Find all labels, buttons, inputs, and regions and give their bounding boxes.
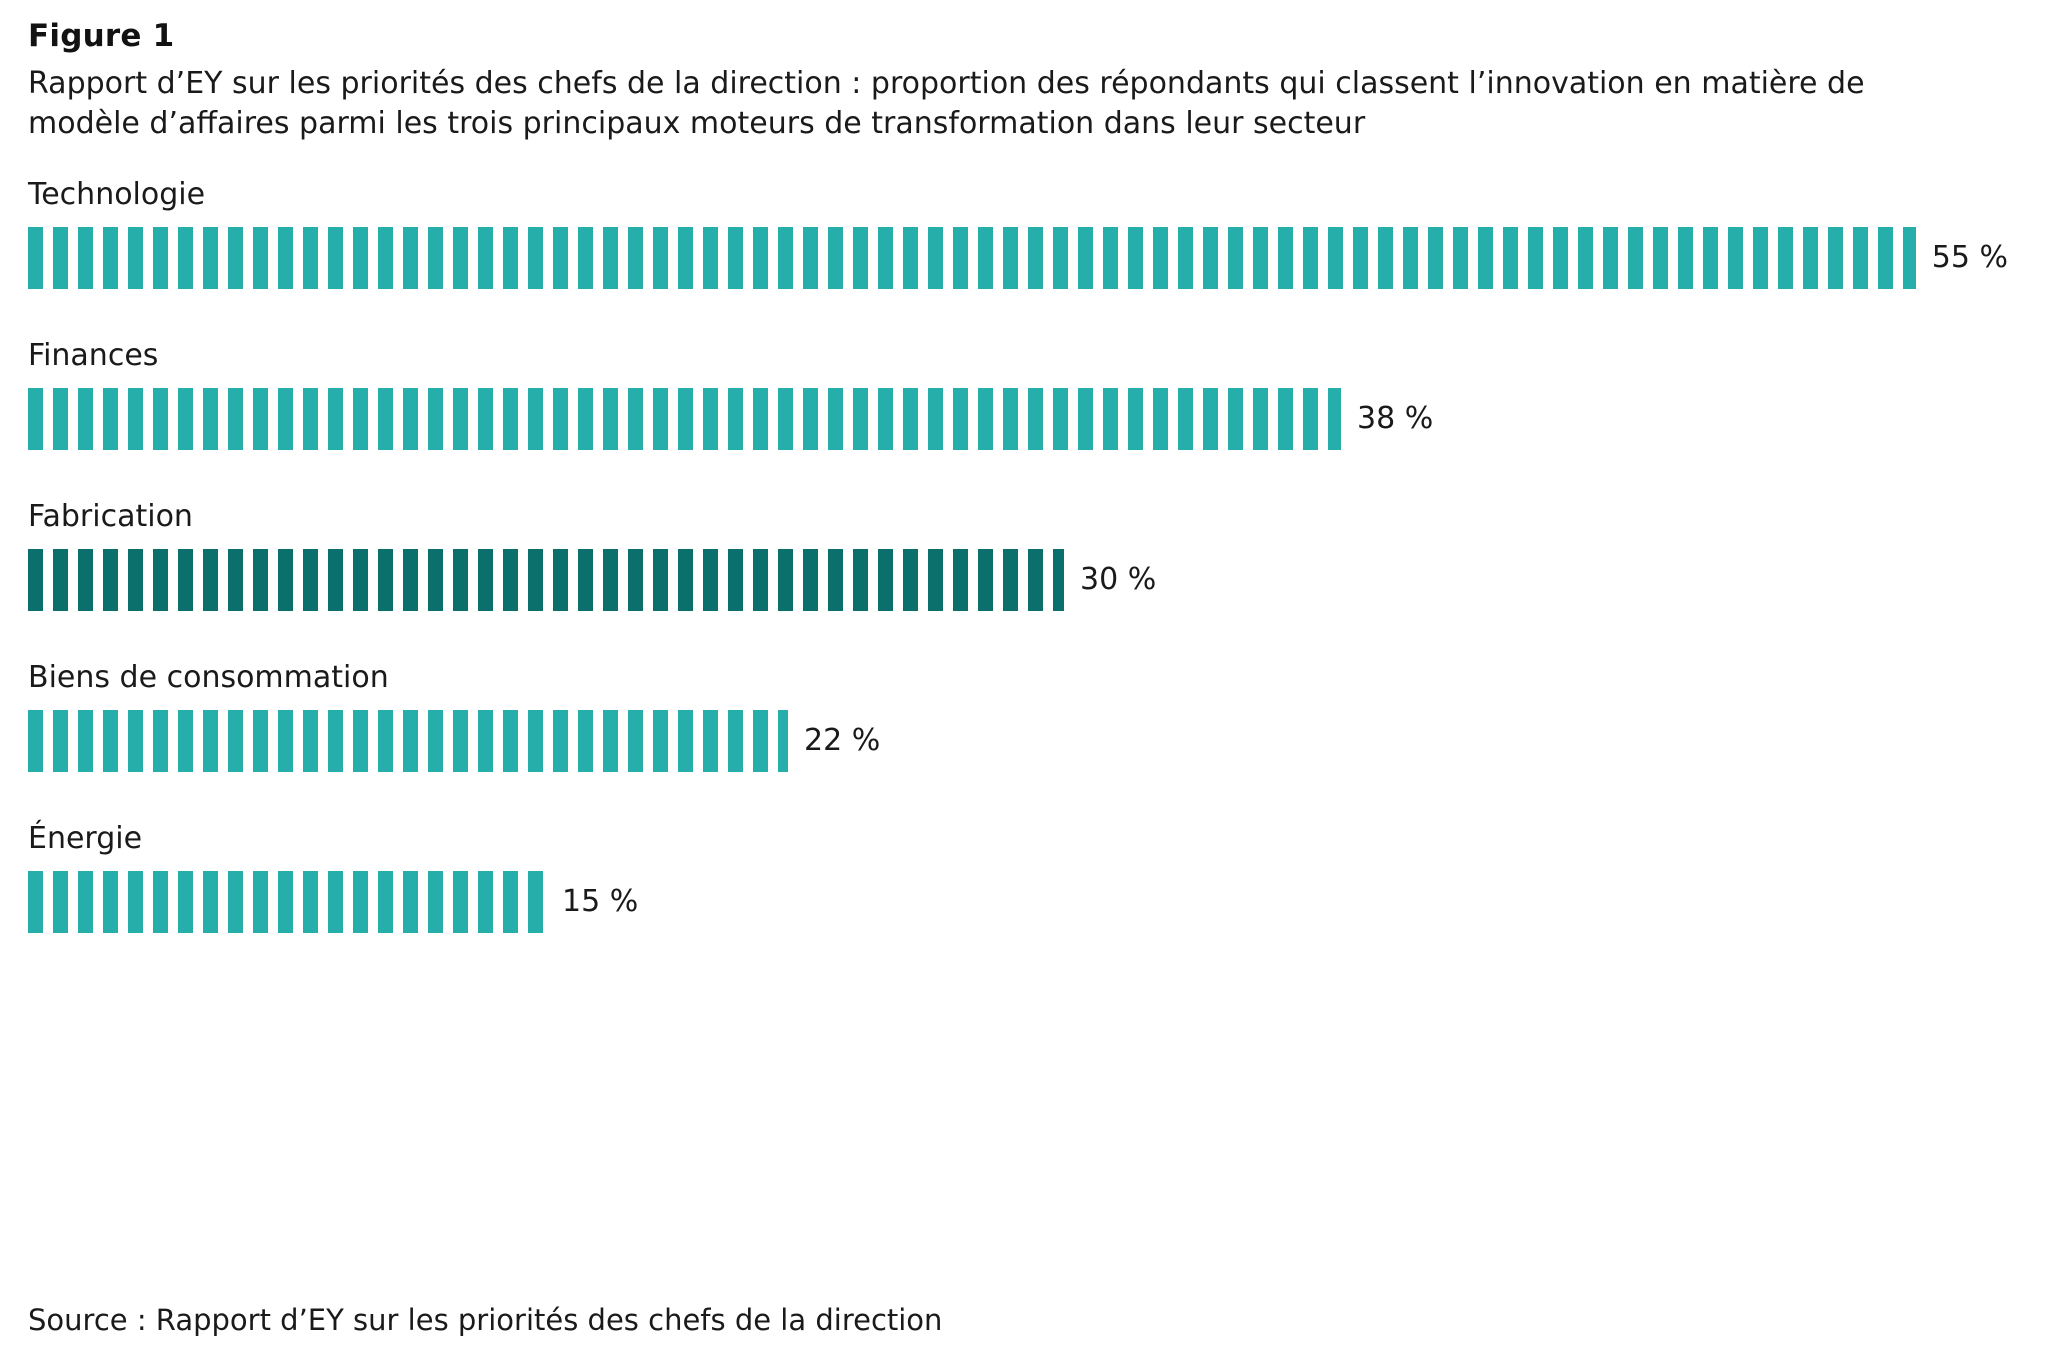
category-label-fabrication: Fabrication xyxy=(28,498,193,534)
bar-energie xyxy=(28,871,546,933)
bar-line-energie xyxy=(28,871,2008,933)
chart-row xyxy=(28,822,2008,933)
category-label-technologie: Technologie xyxy=(28,176,206,212)
bar-technologie xyxy=(28,227,1916,289)
bar-line-finances xyxy=(28,388,2008,450)
bar-fabrication xyxy=(28,549,1064,611)
chart-row xyxy=(28,178,2008,289)
bar-value-technologie: 55 % xyxy=(1931,239,2008,275)
bar-biens-de-consommation xyxy=(28,710,788,772)
bar-value-biens-de-consommation: 22 % xyxy=(804,722,881,758)
figure-title: Rapport d’EY sur les priorités des chefs de la direction : proportion des répondants qui classent l’innovation en matière de modèle d’affaires parmi les trois principaux moteurs de transformation dans leur secteur xyxy=(28,66,1865,141)
category-label-biens-de-consommation: Biens de consommation xyxy=(28,659,389,695)
chart-row xyxy=(28,500,2008,611)
bar-finances xyxy=(28,388,1341,450)
category-label-finances: Finances xyxy=(28,337,159,373)
figure-label: Figure 1 xyxy=(28,18,175,54)
category-label-energie: Énergie xyxy=(28,820,143,856)
chart-row xyxy=(28,661,2008,772)
bar-chart xyxy=(28,178,2008,933)
chart-row xyxy=(28,339,2008,450)
bar-value-energie: 15 % xyxy=(562,883,639,919)
source-note: Source : Rapport d’EY sur les priorités des chefs de la direction xyxy=(28,1303,943,1337)
bar-line-technologie xyxy=(28,227,2008,289)
bar-line-biens-de-consommation xyxy=(28,710,2008,772)
bar-value-finances: 38 % xyxy=(1357,400,1434,436)
bar-value-fabrication: 30 % xyxy=(1080,561,1157,597)
bar-line-fabrication xyxy=(28,549,2008,611)
